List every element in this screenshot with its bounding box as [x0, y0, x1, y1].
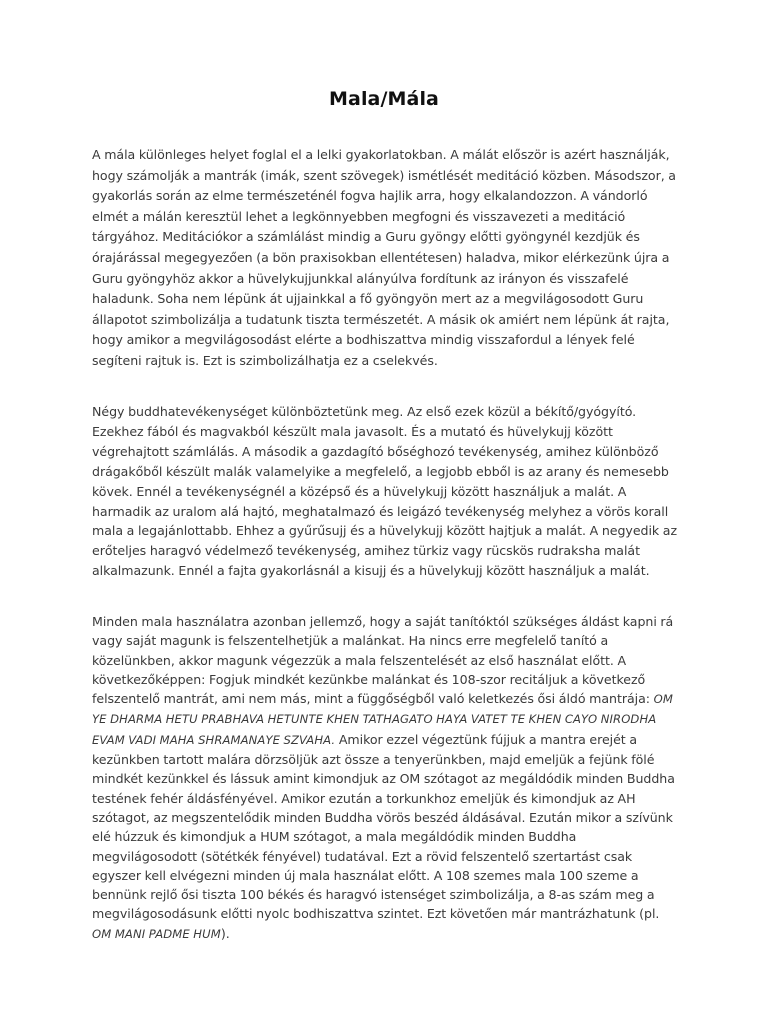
- paragraph-text: Amikor ezzel végeztünk fújjuk a mantra erejét a kezünkben tartott malára dörzsöljük azt össze a tenyerünkben, majd emeljük a fejünk fölé mindkét kezünkkel és lássuk amint kimondjuk az OM szótagot az megáldódik minden Buddha testének fehér áldásfényével. Amikor ezután a torkunkhoz emeljük és kimondjuk az AH szótagot, az megszentelődik minden Buddha vörös beszéd áldásával. Ezután mikor a szívünk elé húzzuk és kimondjuk a HUM szótagot, a mala megáldódik minden Buddha megvilágosodott (sötétkék fényével) tudatával. Ezt a rövid felszentelő szertartást csak egyszer kell elvégezni minden új mala használat előtt. A 108 szemes mala 100 szeme a bennünk rejlő ősi tiszta 100 békés és haragvó istenséget szimbolizálja, a 8-as szám meg a megvilágosodásunk előtti nyolc bodhiszattva szintet. Ezt követően már mantrázhatunk (pl.: [92, 731, 675, 922]
- consecration-mantra: OM YE DHARMA HETU PRABHAVA HETUNTE KHEN TATHAGATO HAYA VATET TE KHEN CAYO NIRODHA EVAM VADI MAHA SHRAMANAYE SZVAHA.: [92, 692, 673, 747]
- paragraph-text: ).: [220, 925, 230, 941]
- page-title: Mala/Mála: [329, 88, 439, 110]
- paragraph-consecration: [92, 612, 678, 944]
- paragraph-buddha-activities: Négy buddhatevékenységet különböztetünk meg. Az első ezek közül a békítő/gyógyító. Ezekhez fából és magvakból készült mala javasolt. És a mutató és hüvelykujj között végrehajtott számlálás. A második a gazdagító bőséghozó tevékenység, amihez különböző drágakőből készült malák valamelyike a megfelelő, a legjobb ebből is az arany és nemesebb kövek. Ennél a tevékenységnél a középső és a hüvelykujj között használjuk a malát. A harmadik az uralom alá hajtó, meghatalmazó és leigázó tevékenység melyhez a vörös korall mala a legajánlottabb. Ehhez a gyűrűsujj és a hüvelykujj között hajtjuk a malát. A negyedik az erőteljes haragvó védelmező tevékenység, amihez türkiz vagy rücskös rudraksha malát alkalmazunk. Ennél a fajta gyakorlásnál a kisujj és a hüvelykujj között használjuk a malát.: [92, 404, 678, 579]
- paragraph-text: Minden mala használatra azonban jellemző, hogy a saját tanítóktól szükséges áldást kapni rá vagy saját magunk is felszentelhetjük a malánkat. Ha nincs erre megfelelő tanító a közelünkben, akkor magunk végezzük a mala felszentelését az első használat előtt. A következőképpen: Fogjuk mindkét kezünkbe malánkat és 108-szor recitáljuk a következő felszentelő mantrát, ami nem más, mint a függőségből való keletkezés ősi áldó mantrája:: [92, 614, 674, 707]
- example-mantra: OM MANI PADME HUM: [92, 926, 221, 941]
- paragraph-intro: A mála különleges helyet foglal el a lelki gyakorlatokban. A málát először is azért használják, hogy számolják a mantrák (imák, szent szövegek) ismétlését meditáció közben. Másodszor, a gyakorlás során az elme természeténél fogva hajlik arra, hogy elkalandozzon. A vándorló elmét a málán keresztül lehet a legkönnyebben megfogni és visszavezeti a meditáció tárgyához. Meditációkor a számlálást mindig a Guru gyöngy előtti gyöngynél kezdjük és órajárással megegyezően (a bön praxisokban ellentétesen) haladva, mikor elérkezünk újra a Guru gyöngyhöz akkor a hüvelykujjunkkal alányúlva fordítunk az irányon és visszafelé haladunk. Soha nem lépünk át ujjainkkal a fő gyöngyön mert az a megvilágosodott Guru állapotot szimbolizálja a tudatunk tiszta természetét. A másik ok amiért nem lépünk át rajta, hogy amikor a megvilágosodást elérte a bodhiszattva mindig visszafordul a lények felé segíteni rajtuk is. Ezt is szimbolizálhatja ez a cselekvés.: [92, 147, 676, 368]
